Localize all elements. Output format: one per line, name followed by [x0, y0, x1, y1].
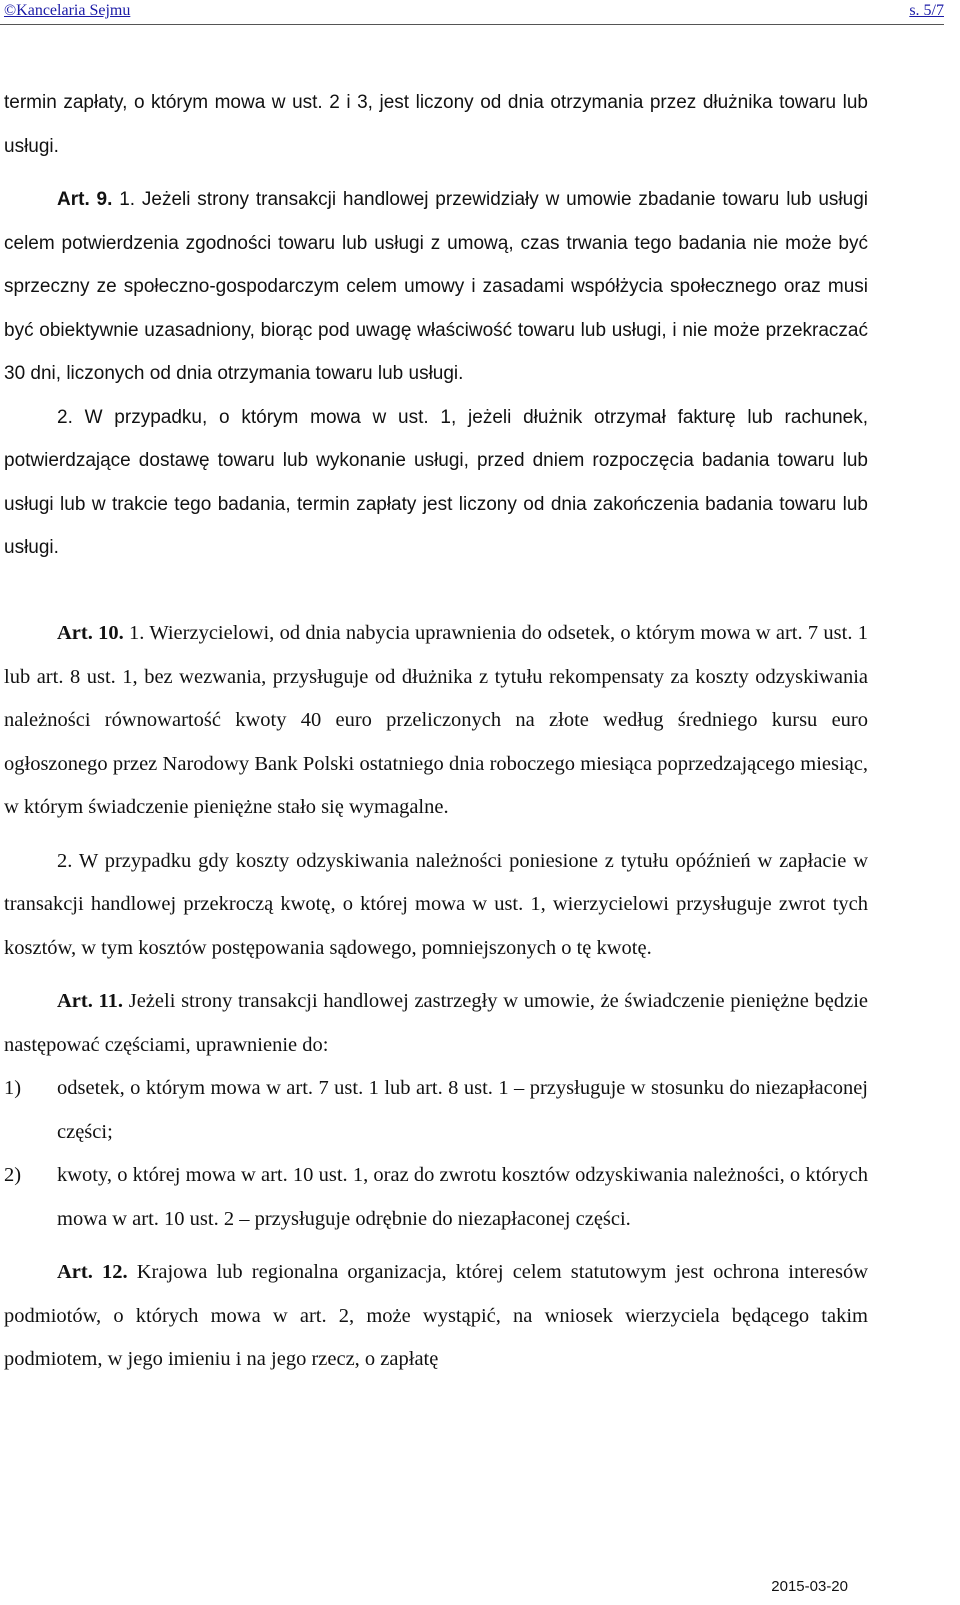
article-9-paragraph-1 [4, 178, 868, 396]
document-body-serif [4, 612, 868, 1382]
item-text: kwoty, o której mowa w art. 10 ust. 1, oraz do zwrotu kosztów odzyskiwania należności, o których mowa w art. 10 ust. 2 – przysługuje odrębnie do niezapłaconej części. [57, 1164, 868, 1230]
article-10-ust-1-text: 1. Wierzycielowi, od dnia nabycia uprawnienia do odsetek, o którym mowa w art. 7 ust. 1 lub art. 8 ust. 1, bez wezwania, przysługuje od dłużnika z tytułu rekompensaty za koszty odzyskiwania należności równowartość kwoty 40 euro przeliczonych na złote według średniego kursu euro ogłoszonego przez Narodowy Bank Polski ostatniego dnia roboczego miesiąca poprzedzającego miesiąc, w którym świadczenie pieniężne stało się wymagalne. [4, 622, 868, 818]
article-11-text: Jeżeli strony transakcji handlowej zastrzegły w umowie, że świadczenie pieniężne będzie następować częściami, uprawnienie do: [4, 990, 868, 1056]
article-9-ust-1-text: Jeżeli strony transakcji handlowej przewidziały w umowie zbadanie towaru lub usługi celem potwierdzenia zgodności towaru lub usługi z umową, czas trwania tego badania nie może być sprzeczny ze społeczno-gospodarczym celem umowy i zasadami współżycia społecznego oraz musi być obiektywnie uzasadniony, biorąc pod uwagę właściwość towaru lub usługi, i nie może przekraczać 30 dni, liczonych od dnia otrzymania towaru lub usługi. [4, 189, 869, 384]
article-12-label: Art. 12. [57, 1261, 128, 1283]
document-body-sans [4, 81, 868, 570]
article-10-paragraph-2: 2. W przypadku gdy koszty odzyskiwania należności poniesione z tytułu opóźnień w zapłacie w transakcji handlowej przekroczą kwotę, o której mowa w ust. 1, wierzycielowi przysługuje zwrot tych kosztów, w tym kosztów postępowania sądowego, pomniejszonych o tę kwotę. [4, 849, 868, 959]
article-11-paragraph [4, 980, 868, 1067]
paragraph-continuation: termin zapłaty, o którym mowa w ust. 2 i 3, jest liczony od dnia otrzymania przez dłużnika towaru lub usługi. [4, 92, 868, 157]
article-10-paragraph-1 [4, 612, 868, 830]
document-date: 2015-03-20 [771, 1578, 848, 1595]
article-9-label: Art. 9. [57, 189, 113, 210]
article-11-item-2 [4, 1154, 868, 1241]
copyright-link[interactable]: ©Kancelaria Sejmu [4, 2, 131, 19]
item-text: odsetek, o którym mowa w art. 7 ust. 1 lub art. 8 ust. 1 – przysługuje w stosunku do niezapłaconej części; [57, 1077, 868, 1143]
article-11-label: Art. 11. [57, 990, 124, 1012]
header-divider [0, 24, 944, 25]
article-10-label: Art. 10. [57, 622, 124, 644]
item-number: 1) [4, 1077, 22, 1099]
page-header [0, 0, 960, 24]
copyright-notice [4, 0, 130, 22]
article-12-text: Krajowa lub regionalna organizacja, której celem statutowym jest ochrona interesów podmiotów, o których mowa w art. 2, może wystąpić, na wniosek wierzyciela będącego takim podmiotem, w jego imieniu i na jego rzecz, o zapłatę [4, 1261, 869, 1370]
article-11-item-1 [4, 1067, 868, 1154]
article-12-paragraph [4, 1251, 868, 1382]
article-9-paragraph-2: 2. W przypadku, o którym mowa w ust. 1, jeżeli dłużnik otrzymał fakturę lub rachunek, potwierdzające dostawę towaru lub wykonanie usługi, przed dniem rozpoczęcia badania towaru lub usługi lub w trakcie tego badania, termin zapłaty jest liczony od dnia zakończenia badania towaru lub usługi. [4, 406, 868, 558]
item-number: 2) [4, 1164, 22, 1186]
page-number[interactable]: s. 5/7 [909, 2, 944, 19]
article-9-ust-1-number: 1. [119, 189, 136, 210]
